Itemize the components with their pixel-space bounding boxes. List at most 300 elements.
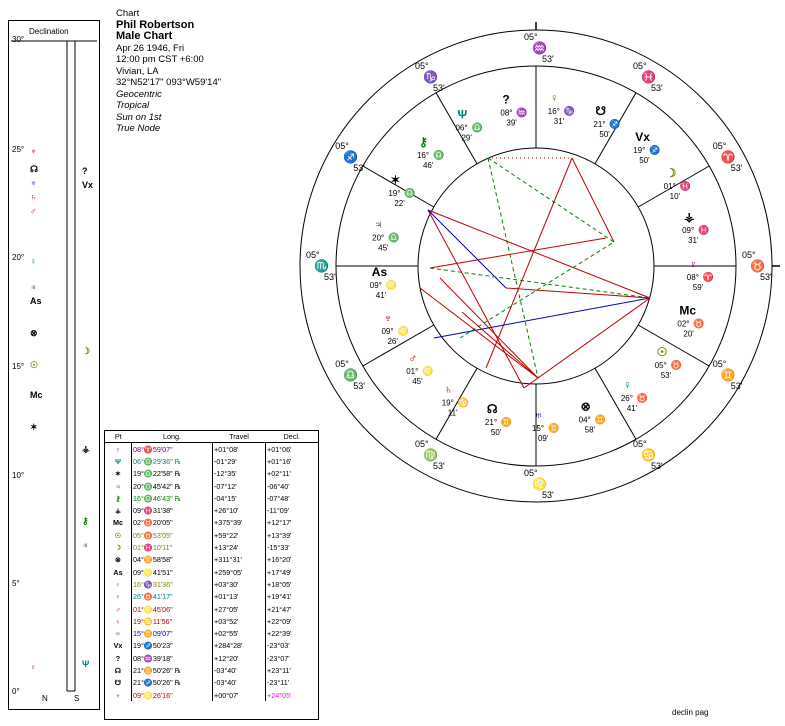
longitude-cell: 26°♉41'17" (132, 591, 213, 603)
decl-marker-left: Mc (30, 390, 43, 400)
declination-cell: +23°11' (267, 665, 291, 675)
decl-tick-label: 0° (12, 687, 20, 696)
point-glyph: ♇ (105, 443, 132, 456)
decl-tick-label: 10° (12, 471, 25, 480)
travel-cell: -07°12' (213, 480, 266, 492)
house-cusp-label (524, 468, 554, 500)
decl-marker-left: ⊗ (30, 328, 38, 338)
planet-position (664, 166, 691, 201)
planet-position (372, 217, 399, 252)
cusp-degree: 05° (335, 141, 349, 151)
travel-cell: +03°52' (213, 615, 266, 627)
planet-position (381, 311, 408, 346)
cusp-sign-icon: ♍ (423, 447, 438, 462)
longitude-cell: 15°♊09'07" (132, 627, 213, 639)
decl-marker-left: ☊ (30, 164, 38, 174)
option-zodiac: Geocentric (116, 88, 162, 100)
planet-glyph-icon: Vx (635, 129, 650, 144)
birth-coords: 32°N52'17" 093°W59'14" (116, 77, 222, 88)
planet-sign-icon: ♎ (388, 232, 400, 243)
decl-marker-left: ✶ (30, 422, 38, 432)
planet-minutes: 45' (378, 243, 389, 253)
planet-position (370, 265, 397, 300)
aspect-line (434, 298, 650, 338)
cusp-degree: 05° (524, 32, 538, 42)
planet-glyph-icon: ♄ (443, 382, 453, 397)
planet-glyph-icon: ♆ (383, 310, 393, 325)
col-header-longitude: Long. (132, 431, 213, 443)
cusp-sign-icon: ♒ (532, 41, 547, 55)
planet-minutes: 31' (688, 235, 699, 245)
planet-glyph-icon: ♅ (533, 407, 543, 422)
planet-glyph-icon: Mc (679, 303, 697, 318)
cusp-minutes: 53' (433, 460, 445, 471)
planet-degree: 26° (620, 394, 633, 404)
planet-minutes: 10' (669, 192, 681, 202)
table-row (105, 468, 318, 480)
cusp-minutes: 53' (353, 163, 365, 173)
planet-degree: 09° (369, 280, 382, 290)
cusp-degree: 05° (712, 141, 727, 151)
planet-minutes: 31' (553, 117, 565, 127)
planet-position (485, 402, 512, 437)
table-row (105, 591, 318, 603)
cusp-degree: 05° (633, 438, 647, 449)
planet-glyph-icon: ♀ (549, 91, 559, 106)
travel-cell: +27°05' (213, 603, 266, 615)
footer-label: declin pag (672, 708, 709, 717)
planet-minutes: 50' (639, 155, 650, 165)
planet-position (682, 210, 709, 245)
cusp-sign-icon: ♉ (750, 259, 765, 273)
planet-minutes: 41' (626, 404, 638, 414)
person-name: Phil Robertson (116, 18, 195, 31)
planet-glyph-icon: ☊ (486, 402, 498, 417)
cusp-minutes: 53' (542, 490, 554, 500)
cusp-minutes: 53' (542, 54, 554, 64)
planet-minutes: 41' (375, 290, 387, 300)
point-glyph: ♀ (105, 578, 132, 590)
decl-tick-label: 20° (12, 253, 25, 262)
decl-tick-label: 15° (12, 362, 25, 371)
longitude-cell: 19°♋11'56" (132, 615, 213, 627)
decl-marker-right: ⚷ (82, 516, 89, 526)
aspect-ring (418, 145, 654, 384)
aspect-line (462, 312, 538, 378)
planet-sign-icon: ♒ (516, 107, 528, 118)
planet-sign-icon: ♎ (432, 150, 445, 161)
planet-glyph-icon: As (371, 264, 388, 279)
cusp-sign-icon: ♐ (343, 150, 359, 164)
house-cusp-label (415, 439, 445, 471)
declination-cell: +02°11' (267, 469, 291, 479)
travel-cell: +01°13' (213, 591, 266, 603)
planet-degree: 08° (500, 108, 513, 118)
cusp-degree: 05° (335, 359, 349, 369)
house-cusp-label (633, 61, 663, 93)
travel-cell: -04°15' (213, 492, 266, 504)
table-header-row (105, 431, 318, 443)
planet-sign-icon: ♌ (385, 279, 398, 290)
planet-minutes: 50' (599, 130, 610, 140)
longitude-cell: 09°♓31'38" (132, 504, 213, 516)
point-glyph: ⚷ (105, 492, 132, 504)
option-node: True Node (116, 123, 161, 134)
cusp-minutes: 53' (651, 83, 663, 94)
house-cusp-label (335, 141, 365, 173)
declination-cell: +18°05' (267, 579, 292, 589)
point-glyph: ☽ (105, 541, 132, 553)
house-cusp-label (713, 359, 743, 391)
aspect-line (440, 278, 538, 378)
aspect-line (572, 158, 614, 242)
planet-degree: 09° (682, 225, 695, 235)
planet-degree: 01° (406, 367, 419, 377)
table-row (105, 455, 318, 467)
declination-cell: -15°33' (267, 543, 290, 553)
planet-position (548, 91, 575, 126)
declination-cell: +01°16' (267, 456, 292, 466)
col-header-point: Pt (105, 431, 132, 443)
travel-cell: -03°40' (213, 664, 266, 676)
travel-cell: +01°08' (213, 443, 266, 456)
decl-tick-label: 25° (12, 145, 25, 154)
planet-sign-icon: ♌ (397, 325, 409, 336)
planet-sign-icon: ♐ (649, 144, 661, 155)
planet-sign-icon: ♊ (594, 414, 606, 425)
decl-marker-left: ♀ (30, 256, 37, 266)
house-cusp-label (524, 32, 554, 64)
longitude-cell: 02°♉20'05" (132, 517, 213, 529)
house-cusp-label (713, 141, 743, 173)
declination-cell: -07°48' (267, 493, 290, 503)
longitude-cell: 08°♒39'18" (132, 652, 213, 664)
planet-minutes: 50' (490, 428, 502, 438)
table-row (105, 603, 318, 615)
table-row (105, 627, 318, 639)
aspect-line (430, 268, 650, 298)
planet-glyph-icon: ⚷ (418, 135, 428, 150)
planet-position (500, 92, 527, 127)
longitude-cell: 06°♎29'36" ℞ (132, 455, 213, 467)
planet-sign-icon: ♌ (422, 366, 434, 377)
longitude-cell: 16°♑31'36" (132, 578, 213, 590)
planet-table (104, 430, 319, 720)
aspect-line (428, 210, 650, 298)
planet-degree: 19° (441, 398, 454, 408)
point-glyph: ☋ (105, 677, 132, 689)
decl-marker-left: ♂ (30, 206, 37, 216)
longitude-cell: 08°♈59'07" (132, 443, 213, 456)
cusp-degree: 05° (712, 359, 727, 369)
longitude-cell: 01°♌45'06" (132, 603, 213, 615)
planet-minutes: 11' (447, 408, 458, 418)
longitude-cell: 21°♐50'26" ℞ (132, 677, 213, 689)
header-label: Chart (116, 8, 140, 19)
travel-cell: -03°40' (213, 677, 266, 689)
planet-sign-icon: ♓ (679, 181, 691, 192)
decl-marker-left: ♃ (30, 282, 37, 292)
declination-cell: +13°39' (267, 530, 292, 540)
travel-cell: +02°55' (213, 627, 266, 639)
travel-cell: -12°35' (213, 468, 266, 480)
decl-marker-left: As (30, 296, 42, 306)
point-glyph: ♀ (105, 591, 132, 603)
planet-minutes: 22' (394, 198, 405, 208)
aspect-line (524, 298, 650, 388)
declination-cell: -06°40' (267, 481, 290, 491)
planet-degree: 19° (388, 188, 401, 198)
point-glyph: Mc (105, 517, 132, 529)
chart-header (116, 8, 221, 135)
planet-degree: 02° (677, 319, 690, 329)
decl-tick-label: 30° (12, 35, 25, 44)
planet-glyph-icon: Ψ (457, 107, 468, 122)
travel-cell: -01°29' (213, 455, 266, 467)
planet-glyph-icon: ✶ (390, 172, 401, 187)
table-row (105, 517, 318, 529)
travel-cell: +13°24' (213, 541, 266, 553)
decl-marker-right: ? (82, 166, 88, 176)
declination-cell: -23°03' (267, 641, 290, 651)
table-row (105, 554, 318, 566)
decl-marker-left: ☉ (30, 360, 39, 370)
declination-title: Declination (29, 27, 69, 36)
cusp-minutes: 53' (760, 272, 772, 282)
planet-degree: 21° (484, 418, 498, 428)
planet-position (621, 378, 648, 413)
table-row (105, 652, 318, 664)
cusp-sign-icon: ♊ (720, 368, 736, 382)
house-cusp-label (742, 250, 772, 282)
planet-sign-icon: ♊ (500, 417, 513, 428)
planet-sign-icon: ♋ (457, 397, 469, 408)
planet-glyph-icon: ? (502, 92, 510, 107)
decl-south-label: S (74, 694, 80, 703)
decl-marker-right: ⚶ (82, 444, 90, 454)
travel-cell: +12°20' (213, 652, 266, 664)
planet-minutes: 26' (387, 336, 398, 346)
longitude-cell: 19°♎22'58" ℞ (132, 468, 213, 480)
table-row (105, 504, 318, 516)
point-glyph: ✶ (105, 468, 132, 480)
longitude-cell: 20°♎45'42" ℞ (132, 480, 213, 492)
decl-marker-left: ♇ (30, 662, 37, 672)
col-header-declination: Decl. (266, 431, 319, 443)
planet-degree: 01° (663, 182, 676, 192)
planet-position (633, 130, 660, 165)
table-row (105, 664, 318, 676)
planet-glyph-icon: ⊗ (580, 399, 591, 414)
cusp-degree: 05° (633, 61, 647, 72)
planet-position (417, 135, 444, 170)
planet-position (687, 257, 714, 292)
planet-degree: 20° (372, 233, 385, 243)
longitude-cell: 04°♊58'58" (132, 554, 213, 566)
planet-minutes: 53' (660, 371, 672, 381)
cusp-sign-icon: ♏ (314, 259, 329, 273)
birth-time: 12:00 pm CST +6:00 (116, 54, 204, 65)
aspect-line (488, 158, 614, 242)
planet-position (655, 345, 682, 380)
longitude-cell: 16°♎46'43" ℞ (132, 492, 213, 504)
table-row (105, 677, 318, 689)
cusp-minutes: 53' (730, 163, 743, 173)
planet-sign-icon: ♉ (670, 360, 682, 371)
planet-glyph-icon: ☋ (595, 104, 607, 119)
planet-position (406, 351, 433, 386)
planet-degree: 08° (686, 272, 699, 282)
longitude-cell: 09°♌26'16" (132, 689, 213, 701)
longitude-cell: 09°♌41'51" (132, 566, 213, 578)
cusp-minutes: 53' (324, 272, 336, 282)
cusp-degree: 05° (524, 468, 538, 478)
planet-position (388, 173, 415, 208)
declination-cell: -23°07' (267, 653, 290, 663)
planet-sign-icon: ♊ (547, 422, 560, 433)
planet-glyph-icon: ☽ (665, 166, 677, 181)
chart-type: Male Chart (116, 30, 173, 42)
planet-degree: 06° (455, 123, 468, 133)
planet-glyph-icon: ♀ (622, 378, 632, 393)
travel-cell: +59°22' (213, 529, 266, 541)
planet-degree: 04° (578, 415, 591, 425)
planet-minutes: 20' (683, 329, 694, 339)
planet-sign-icon: ♎ (471, 122, 483, 133)
table-row (105, 615, 318, 627)
planet-degree: 21° (593, 120, 606, 130)
table-row (105, 689, 318, 701)
chart-wheel (306, 18, 780, 513)
planet-position (579, 400, 606, 435)
planet-degree: 16° (416, 151, 430, 161)
table-row (105, 480, 318, 492)
house-cusp-label (633, 439, 663, 471)
decl-tick-label: 5° (12, 579, 20, 588)
table-row (105, 640, 318, 652)
point-glyph: ? (105, 652, 132, 664)
cusp-sign-icon: ♌ (532, 477, 547, 491)
planet-minutes: 46' (422, 161, 434, 171)
cusp-sign-icon: ♋ (641, 447, 656, 462)
planet-glyph-icon: ⚶ (684, 209, 695, 224)
planet-degree: 16° (547, 107, 560, 117)
planet-sign-icon: ♉ (636, 393, 649, 404)
house-cusp-label (415, 61, 445, 93)
table-row (105, 566, 318, 578)
planet-minutes: 45' (412, 377, 423, 387)
travel-cell: +284°28' (213, 640, 266, 652)
cusp-minutes: 53' (433, 83, 445, 94)
declination-cell: +22°39' (267, 629, 292, 639)
point-glyph: ♄ (105, 615, 132, 627)
planet-sign-icon: ♉ (693, 318, 705, 329)
planet-minutes: 29' (461, 133, 472, 143)
point-glyph: ♆ (105, 689, 132, 701)
longitude-cell: 05°♉53'05" (132, 529, 213, 541)
point-glyph: As (105, 566, 132, 578)
longitude-cell: 19°♐50'23" (132, 640, 213, 652)
planet-minutes: 59' (692, 282, 704, 292)
decl-marker-left: ♅ (30, 178, 37, 188)
cusp-minutes: 53' (353, 381, 365, 391)
planet-glyph-icon: ☉ (656, 345, 668, 360)
planet-degree: 09° (381, 326, 394, 336)
planet-sign-icon: ♓ (698, 224, 710, 235)
declination-cell: -23°11' (267, 678, 290, 688)
point-glyph: ☊ (105, 664, 132, 676)
decl-marker-right: ♃ (82, 540, 89, 550)
travel-cell: +311°31' (213, 554, 266, 566)
point-glyph: ⊗ (105, 554, 132, 566)
planet-sign-icon: ♑ (563, 106, 575, 117)
table-row (105, 443, 318, 456)
table-row (105, 492, 318, 504)
declination-cell: +16°20' (267, 555, 292, 565)
point-glyph: ♃ (105, 480, 132, 492)
declination-cell: +01°06' (267, 444, 292, 454)
option-houses: Sun on 1st (116, 111, 162, 123)
cusp-sign-icon: ♎ (343, 368, 359, 382)
planet-degree: 19° (633, 145, 646, 155)
cusp-sign-icon: ♑ (423, 70, 438, 85)
declination-cell: +17°49' (267, 567, 292, 577)
planet-minutes: 09' (537, 433, 549, 443)
cusp-minutes: 53' (651, 460, 663, 471)
point-glyph: Ψ (105, 455, 132, 467)
planet-degree: 15° (531, 423, 545, 433)
aspect-line (428, 210, 524, 388)
cusp-degree: 05° (415, 61, 429, 72)
decl-marker-left: ♆ (30, 146, 37, 156)
declination-cell: +12°17' (267, 518, 292, 528)
cusp-minutes: 53' (730, 381, 743, 391)
planet-position (455, 108, 482, 143)
cusp-degree: 05° (415, 438, 429, 449)
point-glyph: ♅ (105, 627, 132, 639)
planet-glyph-icon: ♃ (374, 217, 384, 232)
planet-minutes: 58' (584, 425, 596, 435)
planet-position (593, 104, 620, 139)
planet-glyph-icon: ♇ (688, 256, 698, 271)
point-glyph: Vx (105, 640, 132, 652)
declination-cell: +22°09' (267, 616, 292, 626)
table-row (105, 578, 318, 590)
declination-cell: +21°47' (267, 604, 292, 614)
longitude-cell: 01°♓10'11" (132, 541, 213, 553)
house-cusp-label (306, 250, 336, 282)
decl-north-label: N (42, 694, 48, 703)
travel-cell: +375°39' (213, 517, 266, 529)
cusp-sign-icon: ♈ (720, 150, 736, 164)
option-type: Tropical (116, 100, 150, 111)
table-row (105, 529, 318, 541)
planet-sign-icon: ♈ (702, 271, 715, 282)
house-cusp-label (335, 359, 365, 391)
planet-degree: 05° (654, 361, 667, 371)
decl-marker-left: ♄ (30, 192, 37, 202)
cusp-degree: 05° (742, 250, 756, 260)
point-glyph: ☉ (105, 529, 132, 541)
planet-glyph-icon: ♂ (408, 351, 418, 366)
cusp-sign-icon: ♓ (641, 70, 656, 85)
declination-cell: -11°09' (267, 506, 290, 516)
table-row (105, 541, 318, 553)
col-header-travel: Travel (213, 431, 266, 443)
planet-sign-icon: ♐ (609, 119, 621, 130)
decl-marker-right: Ψ (82, 659, 90, 669)
longitude-cell: 21°♊50'26" ℞ (132, 664, 213, 676)
